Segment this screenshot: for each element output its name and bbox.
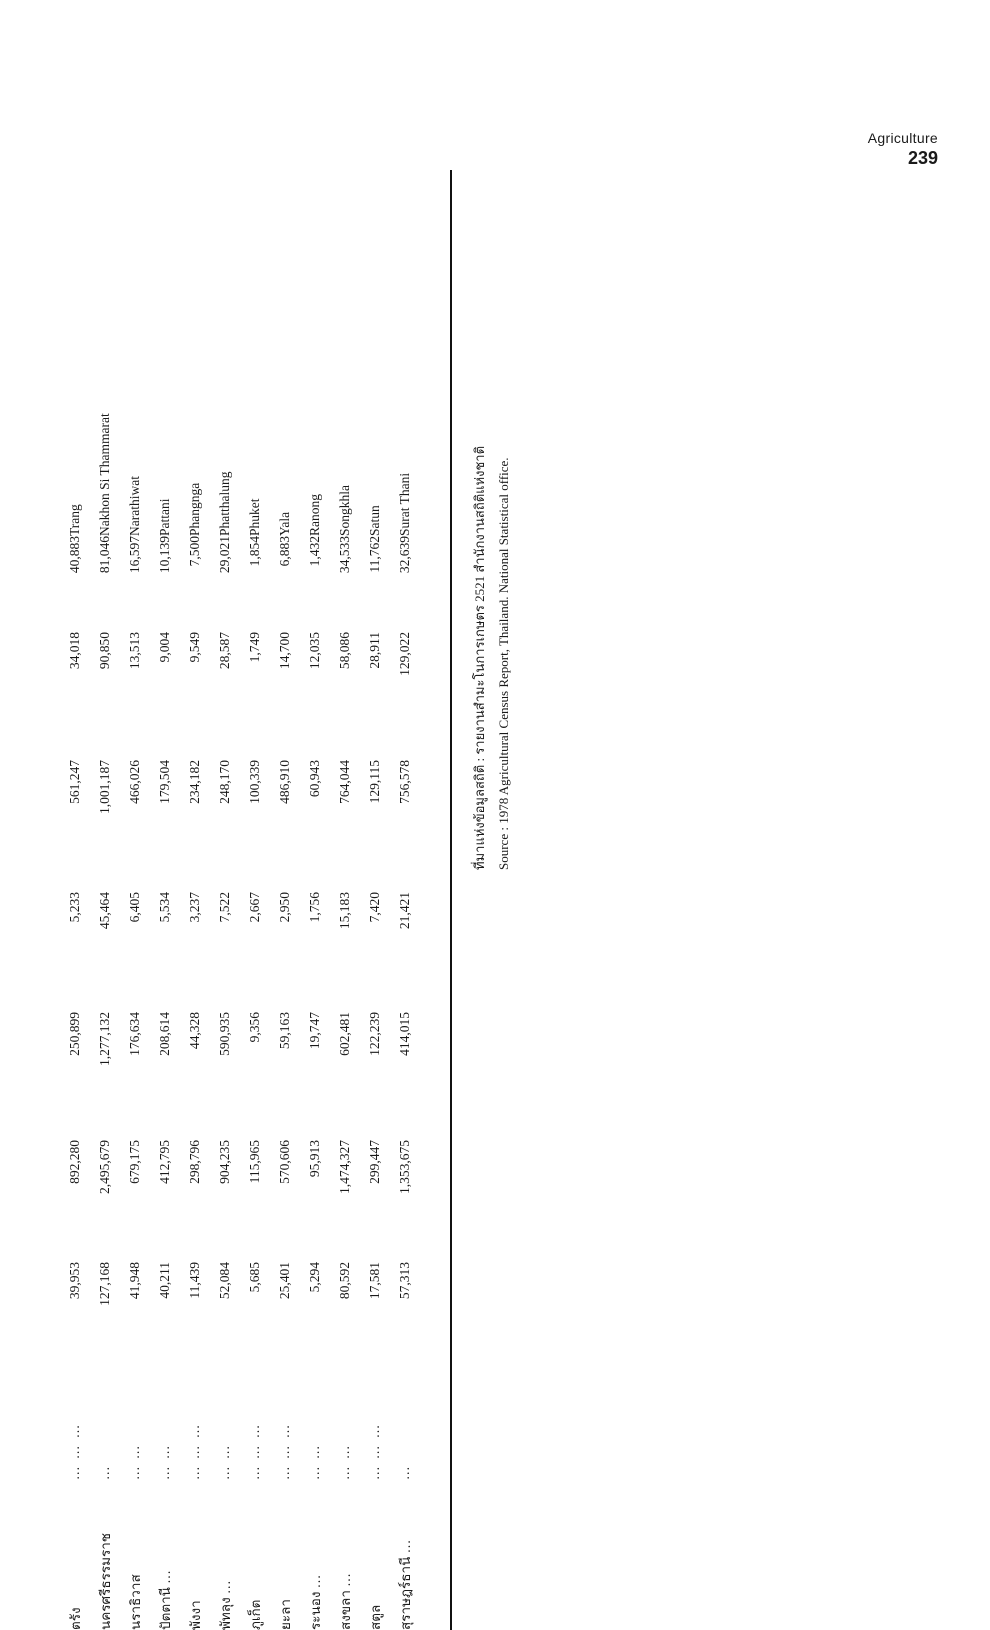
leader-dots: … … — [337, 1443, 352, 1480]
value-cell: 28,911 — [367, 632, 382, 669]
table-row — [60, 366, 90, 1630]
value-cell: 59,163 — [277, 1012, 292, 1050]
province-english-name: Songkhla — [337, 484, 352, 536]
province-english-name: Phatthalung — [217, 471, 232, 536]
value-cell: 602,481 — [337, 1012, 352, 1056]
value-cell: 28,587 — [217, 632, 232, 670]
province-thai-name: ภูเก็ต — [248, 1599, 263, 1630]
value-cell: 1,432 — [307, 536, 322, 567]
province-english-name: Satun — [367, 505, 382, 536]
value-cell: 60,943 — [307, 760, 322, 798]
province-thai-name: สงขลา … — [338, 1573, 353, 1630]
province-thai-name: ยะลา — [278, 1598, 293, 1630]
table-row — [90, 366, 120, 1630]
value-cell: 414,015 — [397, 1012, 412, 1056]
value-cell: 81,046 — [97, 536, 112, 574]
province-english-name: Phuket — [247, 498, 262, 536]
province-thai-name: พังงา — [188, 1600, 203, 1630]
province-table — [60, 366, 420, 1630]
value-cell: 764,044 — [337, 760, 352, 804]
table-row — [180, 366, 210, 1630]
value-cell: 2,950 — [277, 892, 292, 923]
province-english-name: Surat Thani — [397, 472, 412, 536]
value-cell: 7,420 — [367, 892, 382, 923]
value-cell: 40,883 — [67, 536, 82, 574]
value-cell: 34,018 — [67, 632, 82, 670]
value-cell: 1,277,132 — [97, 1012, 112, 1066]
province-thai-name: นราธิวาส — [128, 1574, 143, 1630]
value-cell: 756,578 — [397, 760, 412, 804]
value-cell: 250,899 — [67, 1012, 82, 1056]
value-cell: 15,183 — [337, 892, 352, 930]
table-row — [360, 366, 390, 1630]
value-cell: 466,026 — [127, 760, 142, 804]
leader-dots: … … … — [247, 1422, 262, 1480]
province-thai-name: ตรัง — [68, 1607, 83, 1630]
value-cell: 14,700 — [277, 632, 292, 670]
value-cell: 95,913 — [307, 1140, 322, 1178]
value-cell: 208,614 — [157, 1012, 172, 1056]
value-cell: 1,353,675 — [397, 1140, 412, 1194]
page-header — [868, 130, 938, 169]
leader-dots: … … — [157, 1443, 172, 1480]
value-cell: 122,239 — [367, 1012, 382, 1056]
value-cell: 32,639 — [397, 536, 412, 574]
value-cell: 298,796 — [187, 1140, 202, 1184]
value-cell: 80,592 — [337, 1262, 352, 1300]
value-cell: 1,749 — [247, 632, 262, 663]
table-row — [390, 366, 420, 1630]
leader-dots: … — [97, 1464, 112, 1480]
value-cell: 2,667 — [247, 892, 262, 923]
value-cell: 52,084 — [217, 1262, 232, 1300]
page-number: 239 — [907, 148, 938, 168]
province-thai-name: พัทลุง … — [218, 1580, 233, 1630]
value-cell: 570,606 — [277, 1140, 292, 1184]
value-cell: 40,211 — [157, 1262, 172, 1299]
table-row — [210, 366, 240, 1630]
value-cell: 39,953 — [67, 1262, 82, 1300]
section-title: Agriculture — [867, 130, 938, 146]
value-cell: 1,474,327 — [337, 1140, 352, 1194]
value-cell: 45,464 — [97, 892, 112, 930]
value-cell: 486,910 — [277, 760, 292, 804]
value-cell: 41,948 — [127, 1262, 142, 1300]
province-english-name: Trang — [67, 504, 82, 536]
value-cell: 3,237 — [187, 892, 202, 923]
value-cell: 1,854 — [247, 536, 262, 567]
value-cell: 412,795 — [157, 1140, 172, 1184]
value-cell: 234,182 — [187, 760, 202, 804]
value-cell: 179,504 — [157, 760, 172, 804]
value-cell: 904,235 — [217, 1140, 232, 1184]
value-cell: 5,534 — [157, 892, 172, 923]
value-cell: 115,965 — [247, 1140, 262, 1184]
province-thai-name: ปัตตานี … — [158, 1570, 173, 1630]
table-row — [330, 366, 360, 1630]
value-cell: 176,634 — [127, 1012, 142, 1056]
value-cell: 90,850 — [97, 632, 112, 670]
value-cell: 679,175 — [127, 1140, 142, 1184]
table-rule — [450, 170, 452, 1630]
value-cell: 6,883 — [277, 536, 292, 567]
value-cell: 100,339 — [247, 760, 262, 804]
value-cell: 57,313 — [397, 1262, 412, 1300]
value-cell: 299,447 — [367, 1140, 382, 1184]
thai-source-note: ที่มาแห่งข้อมูลสถิติ : รายงานสำมะโนการเกษตร 2521 สำนักงานสถิติแห่งชาติ — [472, 445, 487, 870]
value-cell: 25,401 — [277, 1262, 292, 1300]
province-thai-name: ระนอง … — [308, 1574, 323, 1630]
province-english-name: Yala — [277, 511, 292, 536]
value-cell: 19,747 — [307, 1012, 322, 1050]
value-cell: 29,021 — [217, 536, 232, 574]
leader-dots: … … … — [367, 1422, 382, 1480]
table-row — [300, 366, 330, 1630]
value-cell: 5,294 — [307, 1262, 322, 1293]
leader-dots: … … — [127, 1443, 142, 1480]
province-english-name: Narathiwat — [127, 476, 142, 536]
rotated-table-block — [60, 170, 530, 1630]
value-cell: 21,421 — [397, 892, 412, 930]
value-cell: 5,233 — [67, 892, 82, 923]
value-cell: 6,405 — [127, 892, 142, 923]
value-cell: 10,139 — [157, 536, 172, 574]
province-english-name: Ranong — [307, 494, 322, 536]
province-thai-name: สุราษฎร์ธานี … — [398, 1539, 413, 1630]
leader-dots: … … — [307, 1443, 322, 1480]
leader-dots: … — [397, 1464, 412, 1480]
value-cell: 12,035 — [307, 632, 322, 670]
value-cell: 11,439 — [187, 1262, 202, 1299]
province-english-name: Phangnga — [187, 482, 202, 536]
value-cell: 16,597 — [127, 536, 142, 574]
english-source-note: Source : 1978 Agricultural Census Report, Thailand. National Statistical office. — [496, 457, 511, 870]
leader-dots: … … … — [187, 1422, 202, 1480]
value-cell: 5,685 — [247, 1262, 262, 1293]
value-cell: 129,115 — [367, 760, 382, 804]
leader-dots: … … … — [277, 1422, 292, 1480]
value-cell: 9,549 — [187, 632, 202, 663]
table-row — [240, 366, 270, 1630]
value-cell: 1,001,187 — [97, 760, 112, 814]
province-english-name: Pattani — [157, 498, 172, 536]
value-cell: 13,513 — [127, 632, 142, 670]
value-cell: 127,168 — [97, 1262, 112, 1306]
table-row — [150, 366, 180, 1630]
value-cell: 129,022 — [397, 632, 412, 676]
table-row — [120, 366, 150, 1630]
value-cell: 34,533 — [337, 536, 352, 574]
value-cell: 44,328 — [187, 1012, 202, 1050]
value-cell: 590,935 — [217, 1012, 232, 1056]
value-cell: 9,004 — [157, 632, 172, 663]
value-cell: 7,522 — [217, 892, 232, 923]
source-notes — [468, 170, 516, 870]
value-cell: 17,581 — [367, 1262, 382, 1300]
value-cell: 58,086 — [337, 632, 352, 670]
province-english-name: Nakhon Si Thammarat — [97, 413, 112, 536]
table-row — [270, 366, 300, 1630]
province-thai-name: นครศรีธรรมราช — [98, 1533, 113, 1630]
leader-dots: … … … — [67, 1422, 82, 1480]
value-cell: 2,495,679 — [97, 1140, 112, 1194]
province-thai-name: สตูล — [368, 1604, 383, 1630]
leader-dots: … … — [217, 1443, 232, 1480]
value-cell: 1,756 — [307, 892, 322, 923]
value-cell: 248,170 — [217, 760, 232, 804]
value-cell: 11,762 — [367, 536, 382, 573]
value-cell: 892,280 — [67, 1140, 82, 1184]
value-cell: 561,247 — [67, 760, 82, 804]
value-cell: 7,500 — [187, 536, 202, 567]
value-cell: 9,356 — [247, 1012, 262, 1043]
